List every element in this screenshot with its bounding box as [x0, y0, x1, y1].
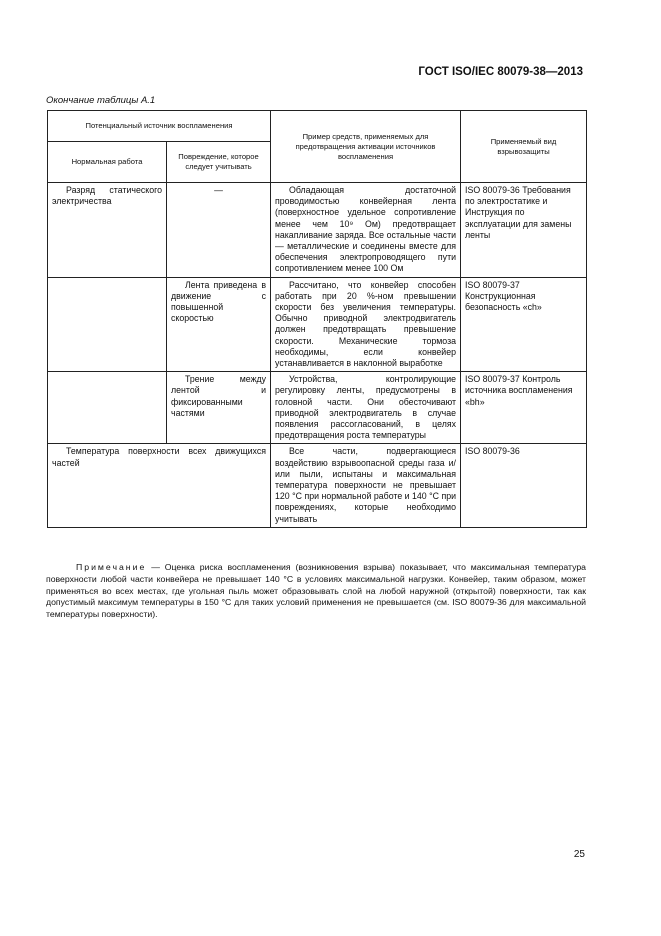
- note-text: — Оценка риска воспламенения (возникновения взрыва) показывает, что максимальная температура поверхности любой части конвейера не превышает 140 °С в условиях максимальной нагрузки. Конвейер, таким образом, может применяться во всех местах, где угольная пыль может образовывать слой на любой наружной (открытой) поверхности, так как допустимый максимум температуры в 150 °С для таких условий применения не превышается (см. ISO 80079-36 для максимальной температуры поверхности).: [46, 562, 586, 620]
- table-row: [48, 183, 587, 278]
- table-row: [48, 444, 587, 527]
- cell-protection: ISO 80079-37 Конструкционная безопасность «ch»: [461, 277, 587, 372]
- header-prevention-means: Пример средств, применяемых для предотвращения активации источников воспламенения: [271, 111, 461, 183]
- cell-damage: Трение между лентой и фиксированными частями: [167, 372, 271, 444]
- table-note: [46, 562, 586, 621]
- cell-means: Устройства, контролирующие регулировку ленты, предусмотрены в головной части. Они обесточивают приводной электродвигатель в случае появления рассогласований, в целях предотвращения роста температуры: [271, 372, 461, 444]
- cell-protection: ISO 80079-36: [461, 444, 587, 527]
- table-row: [48, 277, 587, 372]
- table-caption: Окончание таблицы А.1: [46, 95, 156, 106]
- header-ignition-source: Потенциальный источник воспламенения: [48, 111, 271, 142]
- header-normal-operation: Нормальная работа: [48, 142, 167, 183]
- cell-protection: ISO 80079-36 Требования по электростатике и Инструкция по эксплуатации для замены ленты: [461, 183, 587, 278]
- header-damage: Повреждение, которое следует учитывать: [167, 142, 271, 183]
- ignition-sources-table: [47, 110, 587, 528]
- note-label: Примечание: [76, 562, 147, 572]
- cell-normal: Температура поверхности всех движущихся частей: [48, 444, 271, 527]
- table-header-row: [48, 111, 587, 142]
- cell-damage: Лента приведена в движение с повышенной скоростью: [167, 277, 271, 372]
- cell-normal: [48, 277, 167, 372]
- cell-normal: [48, 372, 167, 444]
- cell-means: Все части, подвергающиеся воздействию взрывоопасной среды газа и/или пыли, испытаны и максимальная температура поверхности не превышает 120 °С при нормальной работе и 140 °С при повреждениях, которые необходимо учитывать: [271, 444, 461, 527]
- cell-protection: ISO 80079-37 Контроль источника воспламенения «bh»: [461, 372, 587, 444]
- cell-means: Обладающая достаточной проводимостью конвейерная лента (поверхностное удельное сопротивление менее чем 10⁹ Ом) предотвращает накапливание заряда. Все остальные части — металлические и соединены вместе для обеспечения электропроводящего пути сопротивлением менее 100 Ом: [271, 183, 461, 278]
- page-number: 25: [573, 849, 585, 860]
- cell-damage: —: [167, 183, 271, 278]
- cell-means: Рассчитано, что конвейер способен работать при 20 %-ном превышении скорости без увеличения температуры. Обычно приводной электродвигатель должен предотвращать превышение скорости. Механические тормоза необходимы, если конвейер устанавливается в наклонной выработке: [271, 277, 461, 372]
- header-protection-type: Применяемый вид взрывозащиты: [461, 111, 587, 183]
- document-code-header: ГОСТ ISO/IEC 80079-38—2013: [418, 66, 583, 78]
- cell-normal: Разряд статического электричества: [48, 183, 167, 278]
- table-row: [48, 372, 587, 444]
